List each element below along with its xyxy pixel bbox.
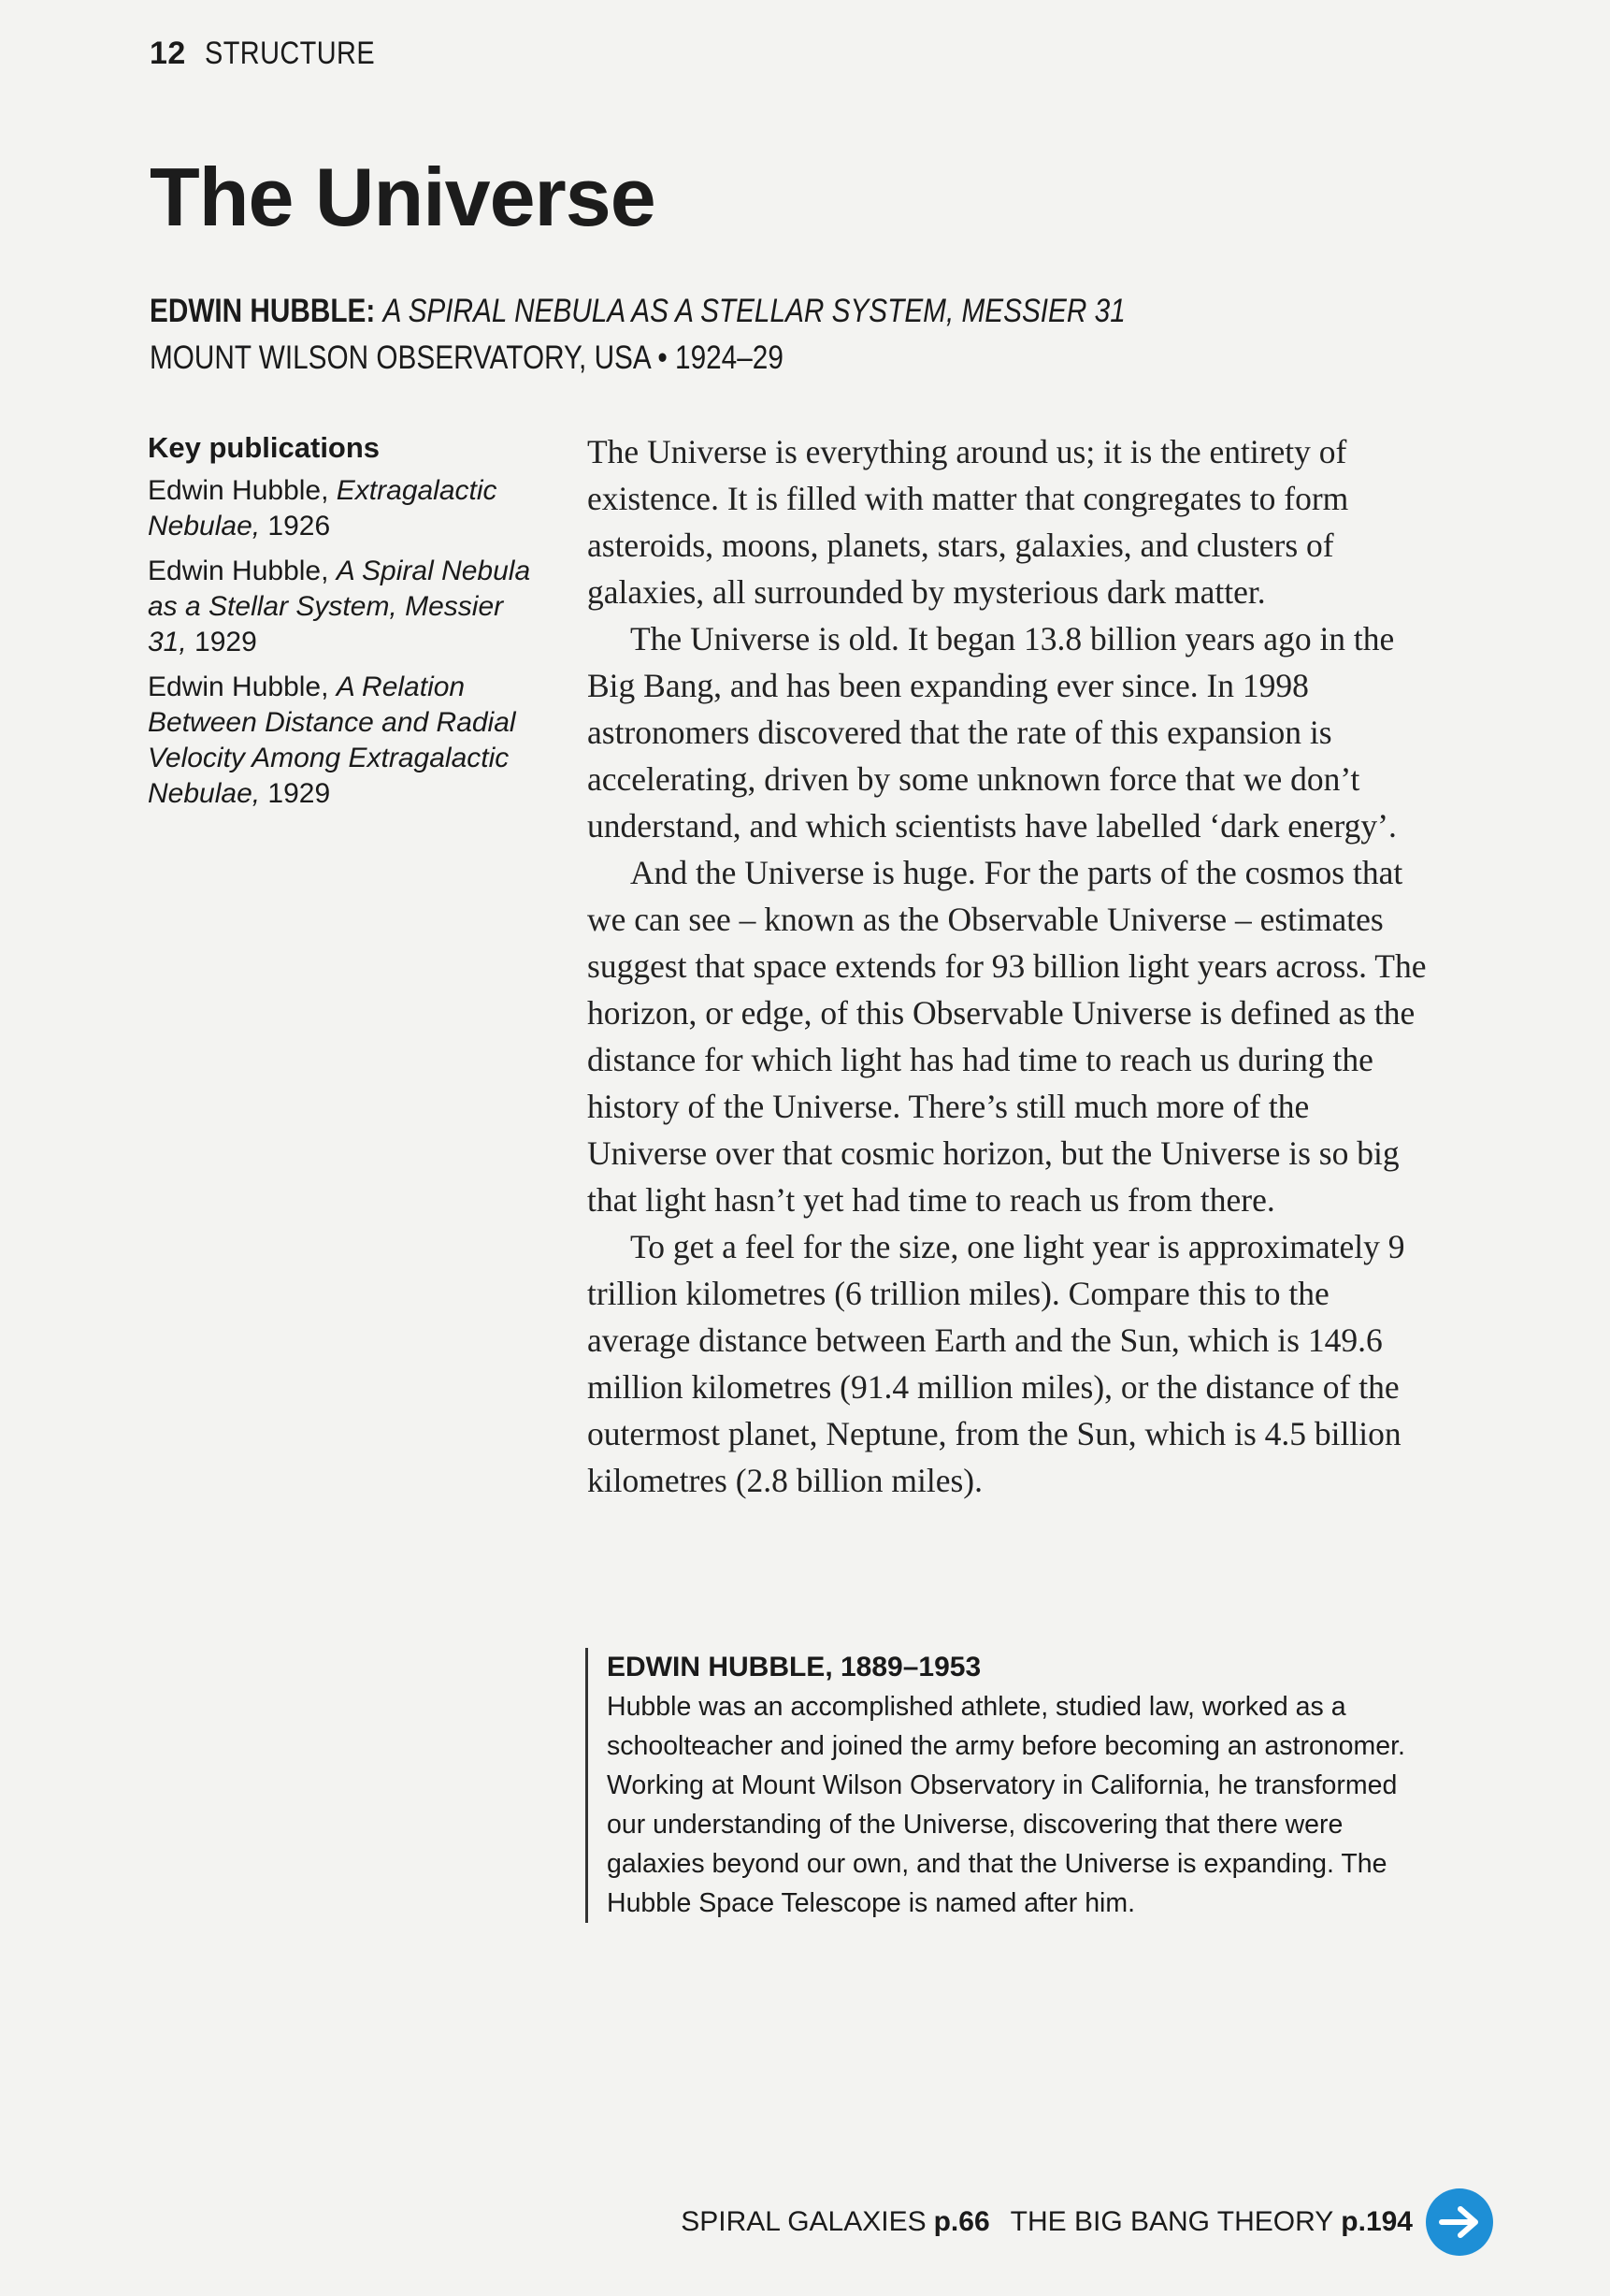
key-publications-heading: Key publications — [148, 431, 381, 464]
crossref-page[interactable]: p.194 — [1341, 2206, 1413, 2237]
body-paragraph: The Universe is old. It began 13.8 billion years ago in the Big Bang, and has been expanding ever since. In 1998 astronomers discovered that the rate of this expansion is accelerating, driven by some unknown force that we don’t understand, and which scientists have labelled ‘dark energy’. — [587, 620, 1397, 845]
subhead-place-date: MOUNT WILSON OBSERVATORY, USA • 1924–29 — [150, 339, 783, 376]
biography-text: Hubble was an accomplished athlete, studied law, worked as a schoolteacher and joined the army before becoming an astronomer. Working at Mount Wilson Observatory in California, he transformed our understanding of the Universe, discovering that there were galaxies beyond our own, and that the Universe is expanding. The Hubble Space Telescope is named after him. — [607, 1692, 1405, 1918]
running-head — [150, 36, 405, 72]
publication-title: A Relation Between Distance and Radial Velocity Among Extragalactic Nebulae, — [148, 671, 516, 809]
publication-year: 1929 — [260, 778, 331, 809]
publication-author: Edwin Hubble, — [148, 671, 337, 702]
crossref-page[interactable]: p.66 — [933, 2206, 990, 2237]
page-title: The Universe — [150, 151, 655, 243]
crossref-label[interactable]: SPIRAL GALAXIES — [681, 2206, 927, 2237]
crossref-label[interactable]: THE BIG BANG THEORY — [1010, 2206, 1334, 2237]
key-publications — [148, 430, 540, 821]
publication-author: Edwin Hubble, — [148, 556, 337, 586]
body-paragraph: To get a feel for the size, one light year is approximately 9 trillion kilometres (6 trillion miles). Compare this to the average distance between Earth and the Sun, which is 149.6 million kilometres (91.4 million miles), or the distance of the outermost planet, Neptune, from the Sun, which is 4.5 billion kilometres (2.8 billion miles). — [587, 1228, 1405, 1499]
publication-author: Edwin Hubble, — [148, 475, 337, 506]
subhead-author: EDWIN HUBBLE: — [150, 293, 376, 329]
biography-box — [585, 1648, 1411, 1923]
biography-heading: EDWIN HUBBLE, 1889–1953 — [607, 1652, 982, 1682]
publication-item — [148, 554, 540, 660]
publication-title: Extragalactic Nebulae, — [148, 475, 497, 542]
subhead-work: A SPIRAL NEBULA AS A STELLAR SYSTEM, MESSIER 31 — [382, 293, 1126, 329]
body-paragraph: And the Universe is huge. For the parts of the cosmos that we can see – known as the Observable Universe – estimates suggest that space extends for 93 billion light years across. The horizon, or edge, of this Observable Universe is defined as the distance for which light has had time to reach us during the history of the Universe. There’s still much more of the Universe over that cosmic horizon, but the Universe is so big that light hasn’t yet had time to reach us from there. — [587, 854, 1427, 1219]
publication-item — [148, 473, 540, 544]
body-text — [587, 428, 1429, 1504]
publication-year: 1926 — [260, 511, 331, 542]
body-paragraph: The Universe is everything around us; it is the entirety of existence. It is filled with matter that congregates to form asteroids, moons, planets, stars, galaxies, and clusters of galaxies, all surrounded by mysterious dark matter. — [587, 433, 1349, 611]
publication-title: A Spiral Nebula as a Stellar System, Messier 31, — [148, 556, 531, 657]
page-number: 12 — [150, 36, 186, 71]
publication-item — [148, 670, 540, 812]
footer-cross-references — [681, 2188, 1493, 2256]
section-name: STRUCTURE — [204, 36, 375, 71]
publication-year: 1929 — [186, 627, 257, 657]
arrow-right-icon[interactable] — [1426, 2188, 1493, 2256]
subhead — [150, 288, 1365, 382]
